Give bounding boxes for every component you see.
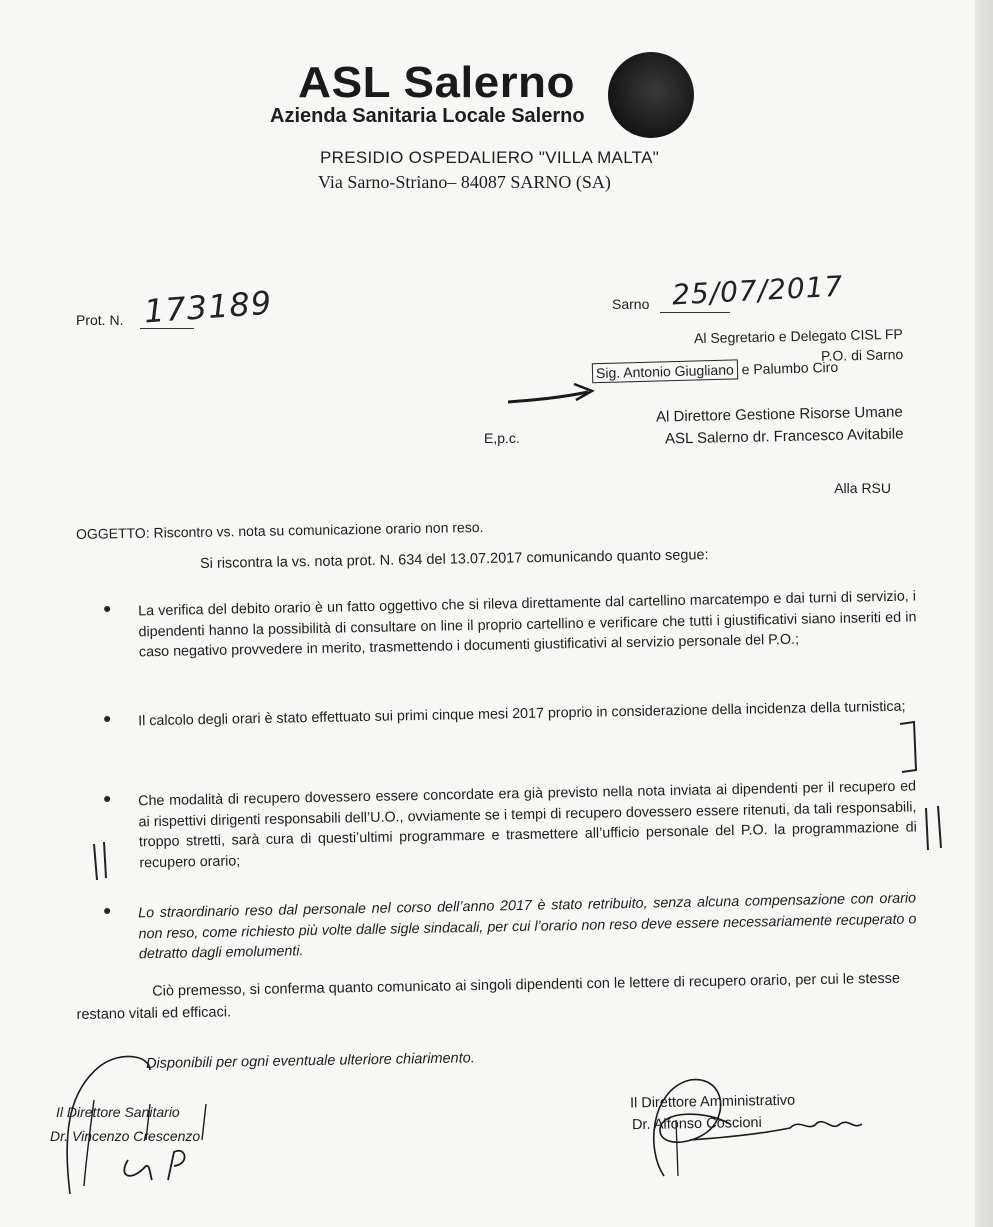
date-underline: [660, 312, 730, 313]
recipient-line-2: P.O. di Sarno: [820, 346, 904, 364]
bullet-icon: [104, 716, 110, 722]
left-signatory-title: Il Direttore Sanitario: [56, 1104, 180, 1120]
conclusion-text: Ciò premesso, si conferma quanto comunicato ai singoli dipendenti con le lettere di recupero orario, per cui le stesse restano vitali ed efficaci.: [76, 970, 901, 1023]
right-signatory-title: Il Direttore Amministrativo: [629, 1092, 796, 1112]
handwritten-arrow-icon: [504, 380, 600, 410]
bullet-icon: [104, 796, 110, 802]
recipient-line-1: Al Segretario e Delegato CISL FP: [694, 325, 904, 347]
right-signatory-name: Dr. Alfonso Coscioni: [631, 1114, 762, 1134]
recipient-line-6: Alla RSU: [834, 480, 891, 496]
scan-edge: [975, 0, 993, 1227]
boxed-recipient-name: Sig. Antonio Giugliano: [592, 359, 738, 383]
hospital-name: PRESIDIO OSPEDALIERO "VILLA MALTA": [320, 148, 660, 167]
left-signatory-name: Dr. Vincenzo Crescenzo: [50, 1128, 201, 1144]
logo-subtitle: Azienda Sanitaria Locale Salerno: [270, 105, 585, 127]
intro-paragraph: Si riscontra la vs. nota prot. N. 634 del 13.07.2017 comunicando quanto segue:: [199, 547, 709, 572]
place-label: Sarno: [612, 296, 650, 312]
logo-salerno: Salerno: [403, 58, 575, 107]
date-handwritten: 25/07/2017: [671, 269, 845, 312]
protocol-label: Prot. N.: [76, 312, 124, 328]
bullet-icon: [104, 908, 110, 914]
subject-line: OGGETTO: Riscontro vs. nota su comunicazione orario non reso.: [75, 518, 484, 542]
logo-emblem-icon: [608, 52, 694, 138]
list-item-text: Lo straordinario reso dal personale nel corso dell’anno 2017 è stato retribuito, senza alcuna compensazione con orario non reso, come richiesto più volte dalle sigle sindacali, per cui l’orario non reso deve essere necessariamente recuperato o detratto dagli emolumenti.: [138, 890, 917, 963]
protocol-number-handwritten: 173189: [142, 283, 274, 331]
closing-line: Disponibili per ogni eventuale ulteriore chiarimento.: [145, 1050, 475, 1072]
bullet-icon: [104, 606, 110, 612]
recipient-line-4: Al Direttore Gestione Risorse Umane: [656, 403, 904, 426]
recipient-line-3-rest: e Palumbo Ciro: [741, 358, 839, 378]
logo-asl: ASL: [298, 58, 391, 107]
list-item-text: Che modalità di recupero dovessero essere concordate era già previsto nella nota inviata ai dipendenti per il recupero ed ai rispettivi dirigenti responsabili dell’U.O., ovviamente se i tempi di recupero dovessero essere ritenuti, da tali responsabili, troppo stretti, sarà cura di questi’ultimi programmare e trasmettere all’ufficio personale del P.O. la programmazione di recupero orario;: [138, 778, 917, 871]
list-item-text: Il calcolo degli orari è stato effettuato sui primi cinque mesi 2017 proprio in considerazione della incidenza della turnistica;: [138, 698, 906, 730]
list-item: [104, 776, 917, 874]
logo-wordmark: [298, 58, 575, 108]
hospital-address: Via Sarno-Striano– 84087 SARNO (SA): [318, 172, 611, 192]
epc-label: E,p.c.: [484, 430, 520, 446]
recipient-line-5: ASL Salerno dr. Francesco Avitabile: [664, 425, 904, 448]
list-item-text: La verifica del debito orario è un fatto oggettivo che si rileva direttamente dal cartellino marcatempo e dai turni di servizio, i dipendenti hanno la possibilità di consultare on line il proprio cartellino e verificare che tutti i giustificativi siano inseriti ed in caso negativo provvedere in merito, trasmettendo i documenti giustificativi al servizio personale del P.O.;: [138, 588, 917, 661]
